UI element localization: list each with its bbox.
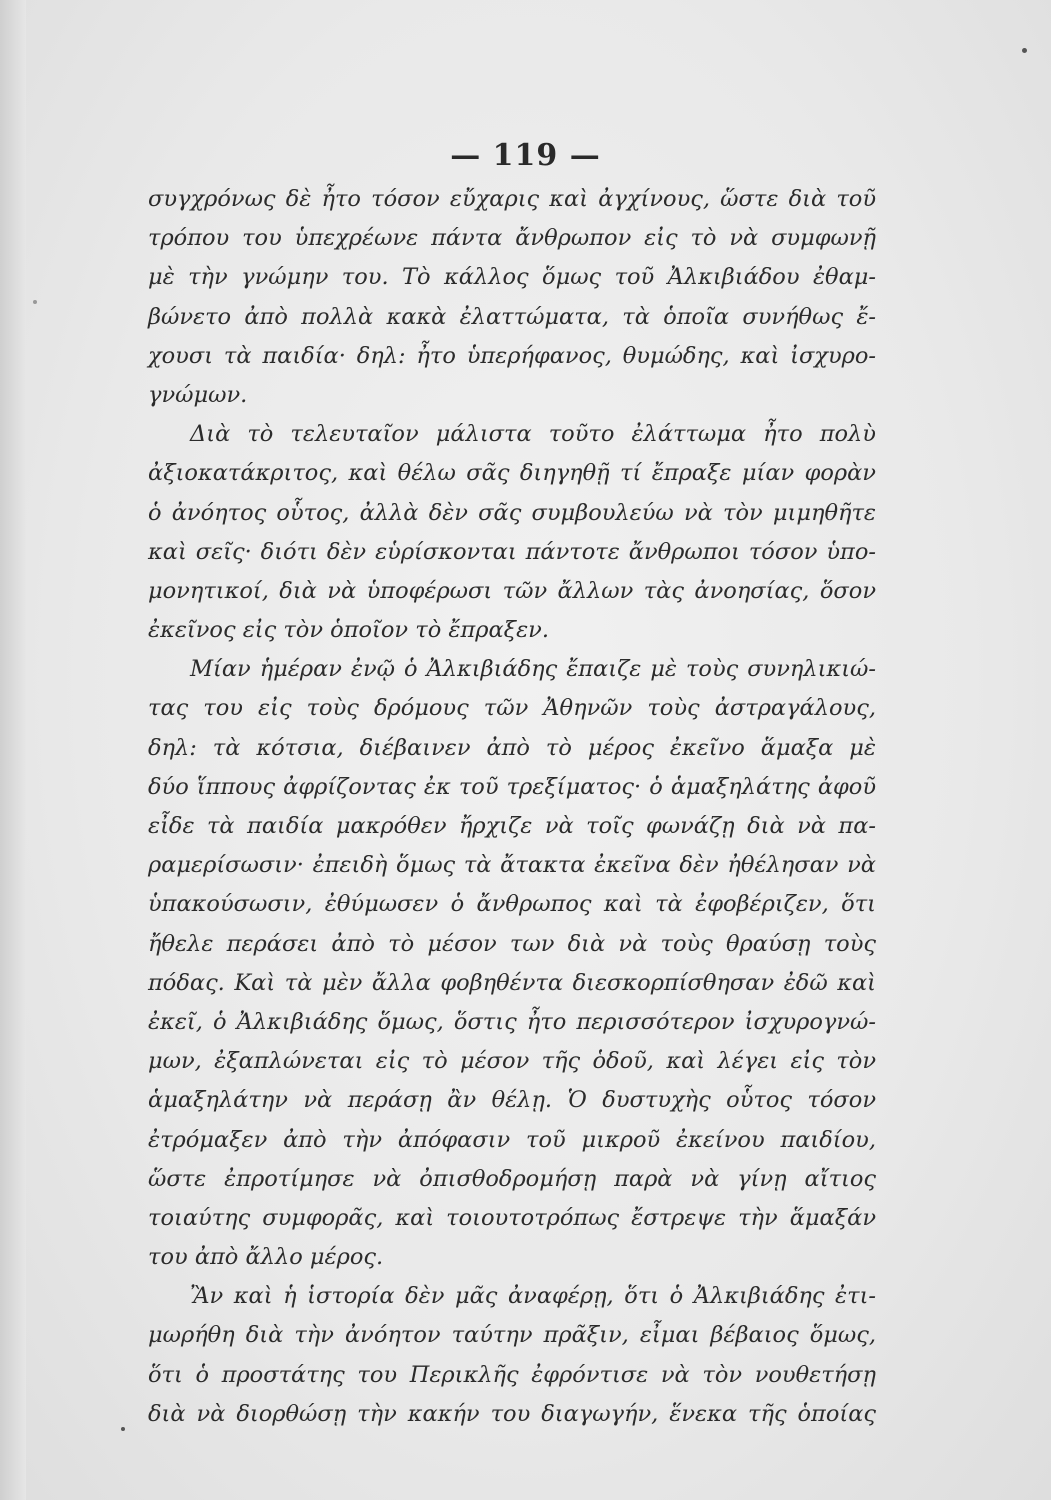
text-line: ἐκεῖ, ὁ Ἀλκιβιάδης ὅμως, ὅστις ἦτο περισσότερον ἰσχυρογνώ- xyxy=(148,1008,876,1035)
text-line: ὑπακούσωσιν, ἐθύμωσεν ὁ ἄνθρωπος καὶ τὰ ἐφοβέριζεν, ὅτι xyxy=(148,891,876,918)
text-line: του ἀπὸ ἄλλο μέρος. xyxy=(148,1244,384,1271)
body-text xyxy=(148,180,876,1434)
text-line: τρόπου του ὑπεχρέωνε πάντα ἄνθρωπον εἰς τὸ νὰ συμφωνῇ xyxy=(148,225,876,252)
text-line: πόδας. Καὶ τὰ μὲν ἄλλα φοβηθέντα διεσκορπίσθησαν ἐδῶ καὶ xyxy=(148,969,876,996)
text-line: τοιαύτης συμφορᾶς, καὶ τοιουτοτρόπως ἔστρεψε τὴν ἅμαξάν xyxy=(148,1204,876,1231)
text-line: εἶδε τὰ παιδία μακρόθεν ἤρχιζε νὰ τοῖς φωνάζῃ διὰ νὰ πα- xyxy=(148,813,876,839)
text-line: ὅτι ὁ προστάτης του Περικλῆς ἐφρόντισε νὰ τὸν νουθετήσῃ xyxy=(148,1361,876,1388)
text-line: ἁμαξηλάτην νὰ περάσῃ ἂν θέλῃ. Ὁ δυστυχὴς οὗτος τόσον xyxy=(148,1087,876,1114)
text-line: ἐκεῖνος εἰς τὸν ὁποῖον τὸ ἔπραξεν. xyxy=(148,617,549,644)
text-line: διὰ νὰ διορθώσῃ τὴν κακήν του διαγωγήν, ἕνεκα τῆς ὁποίας xyxy=(148,1400,876,1427)
text-line: ἤθελε περάσει ἀπὸ τὸ μέσον των διὰ νὰ τοὺς θραύσῃ τοὺς xyxy=(148,930,876,957)
text-line: γνώμων. xyxy=(148,381,248,408)
ink-speck xyxy=(121,1427,125,1431)
text-line: δύο ἵππους ἀφρίζοντας ἐκ τοῦ τρεξίματος· ὁ ἁμαξηλάτης ἀφοῦ xyxy=(148,773,876,800)
text-line: ὁ ἀνόητος οὗτος, ἀλλὰ δὲν σᾶς συμβουλεύω νὰ τὸν μιμηθῆτε xyxy=(148,499,876,526)
ink-speck xyxy=(1022,48,1027,53)
page-spine-shadow xyxy=(0,0,26,1500)
text-line: Διὰ τὸ τελευταῖον μάλιστα τοῦτο ἐλάττωμα ἦτο πολὺ xyxy=(190,421,876,448)
text-line: μὲ τὴν γνώμην του. Τὸ κάλλος ὅμως τοῦ Ἀλκιβιάδου ἐθαμ- xyxy=(148,264,876,291)
text-line: καὶ σεῖς· διότι δὲν εὑρίσκονται πάντοτε ἄνθρωποι τόσον ὑπο- xyxy=(148,538,876,565)
text-line: Ἂν καὶ ἡ ἱστορία δὲν μᾶς ἀναφέρῃ, ὅτι ὁ Ἀλκιβιάδης ἐτι- xyxy=(190,1283,876,1310)
text-line: μωρήθη διὰ τὴν ἀνόητον ταύτην πρᾶξιν, εἶμαι βέβαιος ὅμως, xyxy=(148,1322,876,1349)
page-number: — 119 — xyxy=(450,138,601,173)
text-line: μων, ἐξαπλώνεται εἰς τὸ μέσον τῆς ὁδοῦ, καὶ λέγει εἰς τὸν xyxy=(148,1048,876,1075)
text-line: τας του εἰς τοὺς δρόμους τῶν Ἀθηνῶν τοὺς ἀστραγάλους, xyxy=(148,695,876,722)
text-line: ἐτρόμαξεν ἀπὸ τὴν ἀπόφασιν τοῦ μικροῦ ἐκείνου παιδίου, xyxy=(148,1126,876,1153)
text-line: Μίαν ἡμέραν ἐνῷ ὁ Ἀλκιβιάδης ἔπαιζε μὲ τοὺς συνηλικιώ- xyxy=(190,656,876,683)
text-line: συγχρόνως δὲ ἦτο τόσον εὔχαρις καὶ ἀγχίνους, ὥστε διὰ τοῦ xyxy=(148,186,876,212)
text-line: ἀξιοκατάκριτος, καὶ θέλω σᾶς διηγηθῇ τί ἔπραξε μίαν φορὰν xyxy=(148,460,876,487)
text-line: ραμερίσωσιν· ἐπειδὴ ὅμως τὰ ἄτακτα ἐκεῖνα δὲν ἠθέλησαν νὰ xyxy=(148,852,876,879)
text-line: ὥστε ἐπροτίμησε νὰ ὀπισθοδρομήσῃ παρὰ νὰ γίνῃ αἴτιος xyxy=(148,1165,876,1192)
text-line: δηλ: τὰ κότσια, διέβαινεν ἀπὸ τὸ μέρος ἐκεῖνο ἅμαξα μὲ xyxy=(148,734,876,761)
text-line: χουσι τὰ παιδία· δηλ: ἦτο ὑπερήφανος, θυμώδης, καὶ ἰσχυρο- xyxy=(148,342,876,369)
text-line: μονητικοί, διὰ νὰ ὑποφέρωσι τῶν ἄλλων τὰς ἀνοησίας, ὅσον xyxy=(148,577,876,604)
text-line: βώνετο ἀπὸ πολλὰ κακὰ ἐλαττώματα, τὰ ὁποῖα συνήθως ἔ- xyxy=(148,303,876,330)
ink-speck xyxy=(33,300,37,304)
